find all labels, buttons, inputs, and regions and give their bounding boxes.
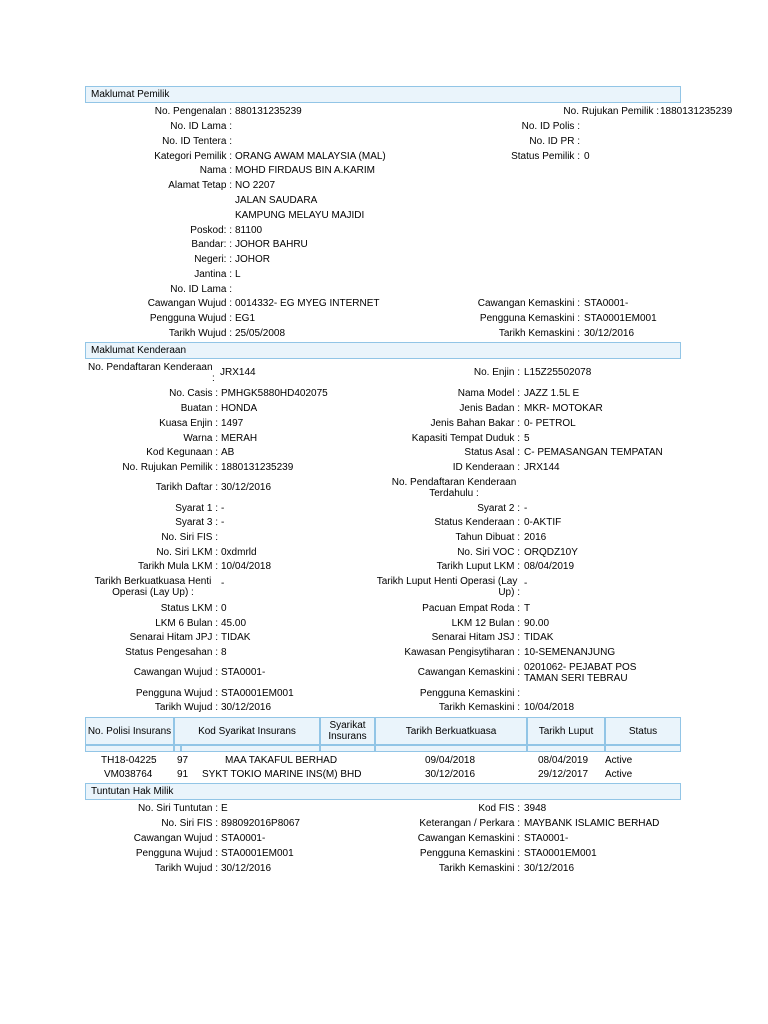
vehicle-upd-user-label: Pengguna Kemaskini : xyxy=(419,688,520,699)
claim-upd-user-label: Pengguna Kemaskini : xyxy=(419,848,520,859)
col-header-company xyxy=(320,717,375,745)
owner-address-line1: NO 2207 xyxy=(235,180,276,191)
vehicle-fis-label: No. Siri FIS : xyxy=(161,532,218,543)
claim-upd-branch-label: Cawangan Kemaskini : xyxy=(417,833,520,844)
claim-desc-label: Keterangan / Perkara : xyxy=(419,818,520,829)
col-header-company-2: Insurans xyxy=(328,731,367,742)
vehicle-cc-label: Kuasa Enjin : xyxy=(159,418,218,429)
owner-state-value: JOHOR xyxy=(235,254,270,265)
vehicle-jsj-value: TIDAK xyxy=(524,632,554,643)
owner-branch-label: Cawangan Wujud : xyxy=(147,298,232,309)
vehicle-use-value: AB xyxy=(221,447,235,458)
vehicle-lkmstart-value: 10/04/2018 xyxy=(221,561,272,572)
claim-user-value: STA0001EM001 xyxy=(221,848,294,859)
vehicle-reg-label: No. Pendaftaran Kenderaan xyxy=(88,362,213,373)
vehicle-jpj-value: TIDAK xyxy=(221,632,251,643)
vehicle-lkmstatus-label: Status LKM : xyxy=(160,603,218,614)
vehicle-lkmend-value: 08/04/2019 xyxy=(524,561,575,572)
vehicle-cond2-value: - xyxy=(524,503,528,514)
vehicle-prevreg-label-2: Terdahulu : xyxy=(429,488,479,499)
owner-name-value: MOHD FIRDAUS BIN A.KARIM xyxy=(235,165,376,176)
claim-desc-value: MAYBANK ISLAMIC BERHAD xyxy=(524,818,660,829)
vehicle-lkm12-label: LKM 12 Bulan : xyxy=(451,618,520,629)
claim-no-label: No. Siri Tuntutan : xyxy=(137,803,218,814)
vehicle-id-label: ID Kenderaan : xyxy=(452,462,520,473)
owner-address-label: Alamat Tetap : xyxy=(168,180,232,191)
row-start: 09/04/2018 xyxy=(425,755,476,766)
vehicle-verify-value: 8 xyxy=(221,647,227,658)
owner-postcode-label: Poskod: : xyxy=(190,225,232,236)
row-code: 97 xyxy=(177,755,189,766)
vehicle-upd-branch-value-1: 0201062- PEJABAT POS xyxy=(524,662,637,673)
vehicle-fuel-value: 0- PETROL xyxy=(524,418,576,429)
claim-fis-value: 898092016P8067 xyxy=(221,818,300,829)
owner-ref-label: No. Rujukan Pemilik : xyxy=(563,106,659,117)
section-header-vehicle: Maklumat Kenderaan xyxy=(85,342,681,359)
table-subheader-cell xyxy=(181,745,320,752)
vehicle-id-value: JRX144 xyxy=(524,462,560,473)
vehicle-layup-eff-label-1: Tarikh Berkuatkuasa Henti xyxy=(94,576,212,587)
vehicle-date-value: 30/12/2016 xyxy=(221,702,272,713)
claim-user-label: Pengguna Wujud : xyxy=(135,848,218,859)
vehicle-model-label: Nama Model : xyxy=(457,388,520,399)
section-header-claim: Tuntutan Hak Milik xyxy=(85,783,681,800)
vehicle-voc-value: ORQDZ10Y xyxy=(524,547,578,558)
owner-gender-label: Jantina : xyxy=(194,269,232,280)
claim-upd-date-label: Tarikh Kemaskini : xyxy=(438,863,520,874)
owner-upd-branch-label: Cawangan Kemaskini : xyxy=(477,298,580,309)
vehicle-area-value: 10-SEMENANJUNG xyxy=(524,647,616,658)
vehicle-model-value: JAZZ 1.5L E xyxy=(524,388,580,399)
owner-branch-value: 0014332- EG MYEG INTERNET xyxy=(235,298,380,309)
owner-gender-value: L xyxy=(235,269,241,280)
vehicle-use-label: Kod Kegunaan : xyxy=(146,447,218,458)
vehicle-cond1-label: Syarat 1 : xyxy=(175,503,218,514)
vehicle-layup-eff-value: - xyxy=(221,578,225,589)
vehicle-year-label: Tahun Dibuat : xyxy=(455,532,520,543)
claim-fiscode-label: Kod FIS : xyxy=(478,803,520,814)
col-header-company-1: Syarikat xyxy=(329,720,366,731)
row-start: 30/12/2016 xyxy=(425,769,476,780)
vehicle-status-value: 0-AKTIF xyxy=(524,517,562,528)
table-subheader-cell xyxy=(527,745,605,752)
vehicle-make-value: HONDA xyxy=(221,403,258,414)
claim-date-value: 30/12/2016 xyxy=(221,863,272,874)
vehicle-year-value: 2016 xyxy=(524,532,547,543)
col-header-status: Status xyxy=(605,717,681,745)
owner-upd-date-label: Tarikh Kemaskini : xyxy=(498,328,580,339)
vehicle-lkm-value: 0xdmrld xyxy=(221,547,257,558)
vehicle-color-label: Warna : xyxy=(183,433,218,444)
vehicle-body-label: Jenis Badan : xyxy=(459,403,520,414)
vehicle-ownerref-label: No. Rujukan Pemilik : xyxy=(122,462,218,473)
owner-city-label: Bandar: : xyxy=(191,239,232,250)
col-header-start: Tarikh Berkuatkuasa xyxy=(375,717,527,745)
claim-upd-user-value: STA0001EM001 xyxy=(524,848,597,859)
row-end: 08/04/2019 xyxy=(538,755,589,766)
vehicle-date-label: Tarikh Wujud : xyxy=(154,702,218,713)
vehicle-layup-end-label-1: Tarikh Luput Henti Operasi (Lay xyxy=(376,576,518,587)
vehicle-fuel-label: Jenis Bahan Bakar : xyxy=(430,418,520,429)
vehicle-status-label: Status Kenderaan : xyxy=(434,517,520,528)
owner-upd-user-label: Pengguna Kemaskini : xyxy=(479,313,580,324)
owner-postcode-value: 81100 xyxy=(235,225,263,236)
vehicle-jpj-label: Senarai Hitam JPJ : xyxy=(129,632,218,643)
table-subheader-cell xyxy=(85,745,174,752)
owner-upd-user-value: STA0001EM001 xyxy=(584,313,657,324)
owner-id-value: 880131235239 xyxy=(235,106,302,117)
claim-no-value: E xyxy=(221,803,228,814)
owner-address-line2: JALAN SAUDARA xyxy=(235,195,318,206)
vehicle-seat-label: Kapasiti Tempat Duduk : xyxy=(411,433,520,444)
vehicle-user-value: STA0001EM001 xyxy=(221,688,294,699)
vehicle-layup-end-label-2: Up) : xyxy=(498,587,520,598)
vehicle-seat-value: 5 xyxy=(524,433,530,444)
vehicle-upd-date-label: Tarikh Kemaskini : xyxy=(438,702,520,713)
vehicle-upd-branch-label: Cawangan Kemaskini : xyxy=(417,667,520,678)
row-policy: TH18-04225 xyxy=(101,755,157,766)
vehicle-prevreg-label-1: No. Pendaftaran Kenderaan xyxy=(391,477,517,488)
vehicle-layup-eff-label-2: Operasi (Lay Up) : xyxy=(112,587,194,598)
row-policy: VM038764 xyxy=(104,769,153,780)
vehicle-chassis-label: No. Casis : xyxy=(169,388,218,399)
owner-address-line3: KAMPUNG MELAYU MAJIDI xyxy=(235,210,365,221)
owner-upd-date-value: 30/12/2016 xyxy=(584,328,635,339)
vehicle-branch-value: STA0001- xyxy=(221,667,266,678)
vehicle-origin-value: C- PEMASANGAN TEMPATAN xyxy=(524,447,663,458)
vehicle-4wd-value: T xyxy=(524,603,531,614)
vehicle-cc-value: 1497 xyxy=(221,418,244,429)
vehicle-color-value: MERAH xyxy=(221,433,258,444)
vehicle-engine-value: L15Z25502078 xyxy=(524,367,592,378)
owner-id-label: No. Pengenalan : xyxy=(154,106,232,117)
table-subheader-cell xyxy=(174,745,181,752)
owner-pr-label: No. ID PR : xyxy=(529,136,580,147)
vehicle-user-label: Pengguna Wujud : xyxy=(135,688,218,699)
claim-date-label: Tarikh Wujud : xyxy=(154,863,218,874)
vehicle-chassis-value: PMHGK5880HD402075 xyxy=(221,388,328,399)
claim-branch-value: STA0001- xyxy=(221,833,266,844)
vehicle-body-value: MKR- MOTOKAR xyxy=(524,403,603,414)
vehicle-cond3-value: - xyxy=(221,517,225,528)
row-code: 91 xyxy=(177,769,189,780)
owner-polis-label: No. ID Polis : xyxy=(521,121,580,132)
table-subheader-cell xyxy=(605,745,681,752)
owner-old-id-label: No. ID Lama : xyxy=(170,121,232,132)
vehicle-lkmstart-label: Tarikh Mula LKM : xyxy=(137,561,218,572)
vehicle-lkmstatus-value: 0 xyxy=(221,603,227,614)
vehicle-upd-date-value: 10/04/2018 xyxy=(524,702,575,713)
vehicle-lkm6-value: 45.00 xyxy=(221,618,247,629)
owner-old-id2-label: No. ID Lama : xyxy=(170,284,232,295)
owner-status-value: 0 xyxy=(584,151,590,162)
col-header-policy: No. Polisi Insurans xyxy=(85,717,174,745)
vehicle-verify-label: Status Pengesahan : xyxy=(125,647,218,658)
row-company: MAA TAKAFUL BERHAD xyxy=(225,755,338,766)
claim-upd-branch-value: STA0001- xyxy=(524,833,569,844)
owner-user-label: Pengguna Wujud : xyxy=(149,313,232,324)
vehicle-lkm6-label: LKM 6 Bulan : xyxy=(155,618,218,629)
vehicle-area-label: Kawasan Pengisytiharan : xyxy=(404,647,520,658)
section-header-owner: Maklumat Pemilik xyxy=(85,86,681,103)
row-status: Active xyxy=(605,769,633,780)
vehicle-voc-label: No. Siri VOC : xyxy=(457,547,520,558)
vehicle-upd-branch-value-2: TAMAN SERI TEBRAU xyxy=(524,673,628,684)
vehicle-cond1-value: - xyxy=(221,503,225,514)
owner-name-label: Nama : xyxy=(199,165,232,176)
vehicle-layup-end-value: - xyxy=(524,578,528,589)
row-status: Active xyxy=(605,755,633,766)
vehicle-lkm12-value: 90.00 xyxy=(524,618,550,629)
owner-state-label: Negeri: : xyxy=(194,254,232,265)
vehicle-reg-value: JRX144 xyxy=(220,367,256,378)
vehicle-regdate-value: 30/12/2016 xyxy=(221,482,272,493)
vehicle-jsj-label: Senarai Hitam JSJ : xyxy=(431,632,520,643)
vehicle-reg-colon: : xyxy=(212,373,215,384)
owner-date-value: 25/05/2008 xyxy=(235,328,286,339)
owner-status-label: Status Pemilik : xyxy=(511,151,580,162)
table-subheader-cell xyxy=(375,745,527,752)
row-company: SYKT TOKIO MARINE INS(M) BHD xyxy=(202,769,362,780)
col-header-code: Kod Syarikat Insurans xyxy=(174,717,320,745)
vehicle-origin-label: Status Asal : xyxy=(464,447,520,458)
vehicle-branch-label: Cawangan Wujud : xyxy=(133,667,218,678)
owner-upd-branch-value: STA0001- xyxy=(584,298,629,309)
owner-city-value: JOHOR BAHRU xyxy=(235,239,308,250)
row-end: 29/12/2017 xyxy=(538,769,589,780)
vehicle-regdate-label: Tarikh Daftar : xyxy=(155,482,218,493)
vehicle-ownerref-value: 1880131235239 xyxy=(221,462,294,473)
col-header-end: Tarikh Luput xyxy=(527,717,605,745)
vehicle-make-label: Buatan : xyxy=(180,403,218,414)
vehicle-lkmend-label: Tarikh Luput LKM : xyxy=(436,561,520,572)
vehicle-4wd-label: Pacuan Empat Roda : xyxy=(422,603,520,614)
vehicle-cond2-label: Syarat 2 : xyxy=(477,503,520,514)
vehicle-engine-label: No. Enjin : xyxy=(473,367,520,378)
vehicle-lkm-label: No. Siri LKM : xyxy=(156,547,218,558)
owner-army-label: No. ID Tentera : xyxy=(162,136,232,147)
claim-fis-label: No. Siri FIS : xyxy=(161,818,218,829)
table-subheader-cell xyxy=(320,745,375,752)
claim-fiscode-value: 3948 xyxy=(524,803,547,814)
vehicle-cond3-label: Syarat 3 : xyxy=(175,517,218,528)
owner-date-label: Tarikh Wujud : xyxy=(168,328,232,339)
claim-upd-date-value: 30/12/2016 xyxy=(524,863,575,874)
owner-ref-value: 1880131235239 xyxy=(660,106,733,117)
claim-branch-label: Cawangan Wujud : xyxy=(133,833,218,844)
owner-category-label: Kategori Pemilik : xyxy=(154,151,232,162)
owner-category-value: ORANG AWAM MALAYSIA (MAL) xyxy=(235,151,386,162)
owner-user-value: EG1 xyxy=(235,313,256,324)
